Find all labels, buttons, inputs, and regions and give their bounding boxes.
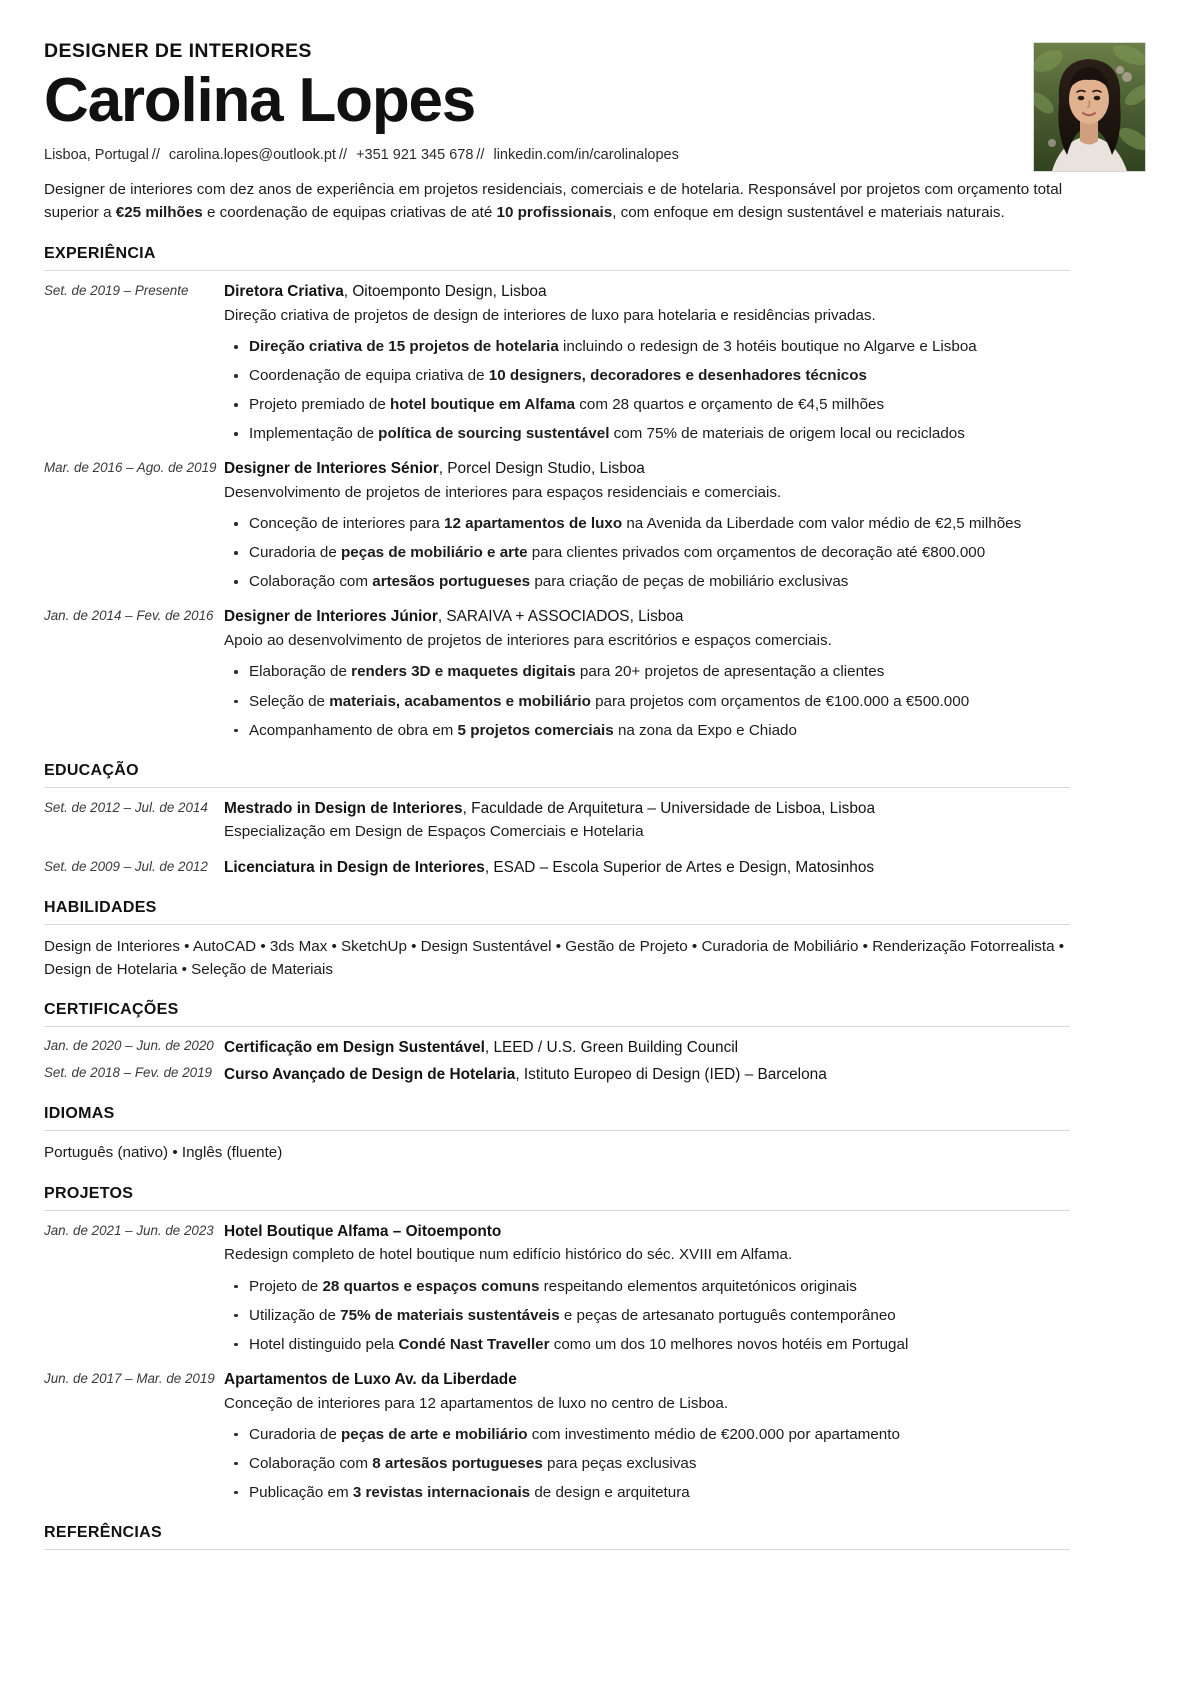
section-references	[44, 1524, 1070, 1550]
entry-company: , SARAIVA + ASSOCIADOS, Lisboa	[437, 608, 684, 626]
bullet-text: para criação de peças de mobiliário exclusivas	[530, 573, 849, 591]
section-title-references: REFERÊNCIAS	[44, 1523, 162, 1541]
bullet-text: Elaboração de	[249, 663, 352, 681]
entry-body	[224, 281, 1070, 445]
resume-entry	[44, 606, 1070, 741]
bullet-emphasis: Condé Nast Traveller	[398, 1335, 550, 1353]
contact-separator: //	[476, 147, 485, 164]
bullet-emphasis: 10 designers, decoradores e desenhadores técnicos	[488, 367, 867, 385]
bullet-text: Projeto de	[249, 1277, 323, 1295]
bullet-text: Projeto premiado de	[249, 396, 390, 414]
bullet-text: incluindo o redesign de 3 hotéis boutique no Algarve e Lisboa	[558, 338, 977, 356]
bullet-text: Curadoria de	[249, 1425, 342, 1443]
entry-bullets	[224, 336, 1070, 445]
entry-description: Apoio ao desenvolvimento de projetos de interiores para escritórios e espaços comerciais.	[224, 632, 832, 650]
entry-heading	[224, 857, 1070, 879]
section-title-experience: EXPERIÊNCIA	[44, 245, 156, 263]
entry-date: Mar. de 2016 – Ago. de 2019	[44, 460, 217, 476]
section-title-skills: HABILIDADES	[44, 898, 157, 916]
entry-date: Set. de 2009 – Jul. de 2012	[44, 858, 208, 874]
section-divider	[44, 924, 1070, 925]
entry-degree: Licenciatura in Design de Interiores	[224, 858, 485, 876]
section-divider	[44, 270, 1070, 271]
bullet-text: como um dos 10 melhores novos hotéis em Portugal	[549, 1335, 909, 1353]
bullet-text: Implementação de	[249, 425, 379, 443]
list-item	[224, 1305, 1070, 1327]
certification-name: Certificação em Design Sustentável	[224, 1038, 485, 1056]
list-item	[224, 513, 1070, 535]
bullet-emphasis: peças de arte e mobiliário	[341, 1425, 528, 1443]
avatar	[1033, 42, 1146, 172]
project-entry-list	[44, 1221, 1070, 1504]
entry-date: Set. de 2018 – Fev. de 2019	[44, 1064, 213, 1080]
entry-bullets	[224, 1424, 1070, 1504]
list-item	[224, 1276, 1070, 1298]
summary-text-2: e coordenação de equipas criativas de até	[202, 204, 497, 222]
list-item	[224, 542, 1070, 564]
section-title-education: EDUCAÇÃO	[44, 761, 139, 779]
section-title-certifications: CERTIFICAÇÕES	[44, 1000, 179, 1018]
entry-description: Conceção de interiores para 12 apartamentos de luxo no centro de Lisboa.	[224, 1394, 729, 1412]
bullet-text: Curadoria de	[249, 544, 342, 562]
bullet-emphasis: 12 apartamentos de luxo	[444, 515, 623, 533]
section-divider	[44, 1549, 1070, 1550]
entry-heading	[224, 1369, 1070, 1391]
list-item	[224, 423, 1070, 445]
section-certifications	[44, 1001, 1070, 1086]
entry-description: Direção criativa de projetos de design de interiores de luxo para hotelaria e residências privadas.	[224, 306, 876, 324]
resume-header	[44, 40, 1070, 225]
bullet-text: Colaboração com	[249, 1454, 373, 1472]
section-languages	[44, 1105, 1070, 1164]
project-name: Apartamentos de Luxo Av. da Liberdade	[224, 1370, 517, 1388]
bullet-text: Seleção de	[249, 692, 330, 710]
bullet-text: Utilização de	[249, 1306, 341, 1324]
entry-body	[224, 1369, 1070, 1504]
section-skills	[44, 899, 1070, 981]
section-title-languages: IDIOMAS	[44, 1105, 115, 1123]
entry-company: , Porcel Design Studio, Lisboa	[438, 460, 645, 478]
entry-role: Designer de Interiores Júnior	[224, 608, 438, 626]
resume-entry	[44, 798, 1070, 844]
bullet-emphasis: artesãos portugueses	[372, 573, 531, 591]
entry-heading	[224, 798, 1070, 820]
bullet-emphasis: hotel boutique em Alfama	[390, 396, 576, 414]
list-item	[224, 1424, 1070, 1446]
list-item	[224, 661, 1070, 683]
list-item	[224, 691, 1070, 713]
bullet-text: na Avenida da Liberdade com valor médio de €2,5 milhões	[622, 515, 1022, 533]
bullet-emphasis: 75% de materiais sustentáveis	[340, 1306, 560, 1324]
section-divider	[44, 787, 1070, 788]
entry-body	[224, 458, 1070, 593]
contact-email[interactable]: carolina.lopes@outlook.pt	[168, 147, 336, 164]
contact-linkedin[interactable]: linkedin.com/in/carolinalopes	[493, 147, 679, 164]
bullet-text: Acompanhamento de obra em	[249, 721, 458, 739]
bullet-text: respeitando elementos arquitetónicos originais	[539, 1277, 857, 1295]
entry-bullets	[224, 1276, 1070, 1356]
entry-date: Set. de 2019 – Presente	[44, 283, 189, 299]
entry-body	[224, 606, 1070, 741]
bullet-emphasis: materiais, acabamentos e mobiliário	[329, 692, 591, 710]
entry-body	[224, 857, 1070, 879]
entry-institution: , ESAD – Escola Superior de Artes e Design, Matosinhos	[484, 858, 875, 876]
contact-separator: //	[151, 147, 160, 164]
list-item	[224, 1453, 1070, 1475]
contact-location: Lisboa, Portugal	[44, 147, 149, 164]
languages-list: Português (nativo) • Inglês (fluente)	[44, 1144, 283, 1162]
entry-date: Jan. de 2014 – Fev. de 2016	[44, 608, 214, 624]
list-item	[224, 720, 1070, 742]
professional-summary	[44, 179, 1070, 225]
bullet-emphasis: 8 artesãos portugueses	[372, 1454, 543, 1472]
section-projects	[44, 1185, 1070, 1504]
bullet-text: Hotel distinguido pela	[249, 1335, 399, 1353]
entry-description: Desenvolvimento de projetos de interiores para espaços residenciais e comerciais.	[224, 484, 782, 502]
list-item	[224, 394, 1070, 416]
bullet-emphasis: 28 quartos e espaços comuns	[322, 1277, 540, 1295]
summary-highlight-team: 10 profissionais	[496, 204, 613, 222]
experience-entry-list	[44, 281, 1070, 742]
bullet-text: para peças exclusivas	[542, 1454, 697, 1472]
section-divider	[44, 1130, 1070, 1131]
entry-heading	[224, 458, 1070, 480]
certification-issuer: , LEED / U.S. Green Building Council	[484, 1038, 739, 1056]
section-experience	[44, 245, 1070, 742]
entry-date: Jan. de 2020 – Jun. de 2020	[44, 1037, 214, 1053]
candidate-name: Carolina Lopes	[44, 66, 476, 135]
summary-highlight-budget: €25 milhões	[115, 204, 203, 222]
education-entry-list	[44, 798, 1070, 879]
contact-separator: //	[338, 147, 348, 164]
entry-degree: Mestrado in Design de Interiores	[224, 799, 463, 817]
entry-date: Jan. de 2021 – Jun. de 2023	[44, 1222, 214, 1238]
bullet-text: Conceção de interiores para	[249, 515, 445, 533]
resume-entry	[44, 857, 1070, 879]
skills-list: Design de Interiores • AutoCAD • 3ds Max • SketchUp • Design Sustentável • Gestão de Projeto • Curadoria de Mobiliário • Renderização Fotorrealista • Design de Hotelaria • Seleção de Materiais	[44, 937, 1065, 978]
bullet-text: com 75% de materiais de origem local ou reciclados	[609, 425, 965, 443]
resume-entry	[44, 1221, 1070, 1356]
section-divider	[44, 1210, 1070, 1211]
contact-line	[44, 147, 1070, 163]
bullet-emphasis: 5 projetos comerciais	[457, 721, 614, 739]
bullet-text: com investimento médio de €200.000 por apartamento	[527, 1425, 900, 1443]
section-education	[44, 762, 1070, 879]
bullet-text: com 28 quartos e orçamento de €4,5 milhões	[575, 396, 885, 414]
entry-role: Diretora Criativa	[224, 283, 344, 301]
resume-entry	[44, 1064, 1070, 1086]
bullet-emphasis: peças de mobiliário e arte	[341, 544, 528, 562]
project-name: Hotel Boutique Alfama – Oitoemponto	[224, 1222, 502, 1240]
bullet-emphasis: renders 3D e maquetes digitais	[351, 663, 576, 681]
entry-role: Designer de Interiores Sénior	[224, 460, 439, 478]
bullet-text: para 20+ projetos de apresentação a clientes	[575, 663, 885, 681]
entry-description: Especialização em Design de Espaços Comerciais e Hotelaria	[224, 823, 644, 841]
entry-heading	[224, 1037, 1070, 1059]
entry-description: Redesign completo de hotel boutique num edifício histórico do séc. XVIII em Alfama.	[224, 1246, 793, 1264]
entry-body	[224, 1037, 1070, 1059]
bullet-text: e peças de artesanato português contemporâneo	[559, 1306, 896, 1324]
resume-entry	[44, 281, 1070, 445]
entry-heading	[224, 281, 1070, 303]
certification-issuer: , Istituto Europeo di Design (IED) – Barcelona	[515, 1065, 827, 1083]
bullet-emphasis: Direção criativa de 15 projetos de hotelaria	[249, 338, 559, 356]
bullet-text: para projetos com orçamentos de €100.000 a €500.000	[590, 692, 970, 710]
bullet-text: na zona da Expo e Chiado	[613, 721, 797, 739]
resume-entry	[44, 1037, 1070, 1059]
bullet-emphasis: 3 revistas internacionais	[352, 1483, 531, 1501]
section-title-projects: PROJETOS	[44, 1184, 134, 1202]
bullet-text: Coordenação de equipa criativa de	[249, 367, 489, 385]
list-item	[224, 1334, 1070, 1356]
list-item	[224, 1482, 1070, 1504]
bullet-emphasis: política de sourcing sustentável	[378, 425, 610, 443]
list-item	[224, 336, 1070, 358]
certification-name: Curso Avançado de Design de Hotelaria	[224, 1065, 516, 1083]
certification-entry-list	[44, 1037, 1070, 1086]
page-title: DESIGNER DE INTERIORES	[44, 40, 312, 62]
bullet-text: Publicação em	[249, 1483, 353, 1501]
entry-body	[224, 1064, 1070, 1086]
entry-body	[224, 798, 1070, 844]
contact-phone[interactable]: +351 921 345 678	[356, 147, 474, 164]
list-item	[224, 365, 1070, 387]
list-item	[224, 571, 1070, 593]
resume-entry	[44, 1369, 1070, 1504]
summary-text-3: , com enfoque em design sustentável e materiais naturais.	[612, 204, 1005, 222]
entry-institution: , Faculdade de Arquitetura – Universidade de Lisboa, Lisboa	[462, 799, 876, 817]
resume-entry	[44, 458, 1070, 593]
entry-heading	[224, 606, 1070, 628]
entry-heading	[224, 1064, 1070, 1086]
entry-company: , Oitoemponto Design, Lisboa	[343, 283, 547, 301]
entry-bullets	[224, 661, 1070, 741]
bullet-text: Colaboração com	[249, 573, 373, 591]
section-divider	[44, 1026, 1070, 1027]
bullet-text: de design e arquitetura	[530, 1483, 690, 1501]
entry-heading	[224, 1221, 1070, 1243]
entry-body	[224, 1221, 1070, 1356]
bullet-text: para clientes privados com orçamentos de decoração até €800.000	[527, 544, 986, 562]
summary-text-1: Designer de interiores com dez anos de experiência em projetos residenciais, comerciais e de hotelaria. Responsável por projetos com orçamento total superior a	[44, 181, 1063, 222]
entry-date: Jun. de 2017 – Mar. de 2019	[44, 1370, 215, 1386]
entry-date: Set. de 2012 – Jul. de 2014	[44, 799, 208, 815]
entry-bullets	[224, 513, 1070, 593]
